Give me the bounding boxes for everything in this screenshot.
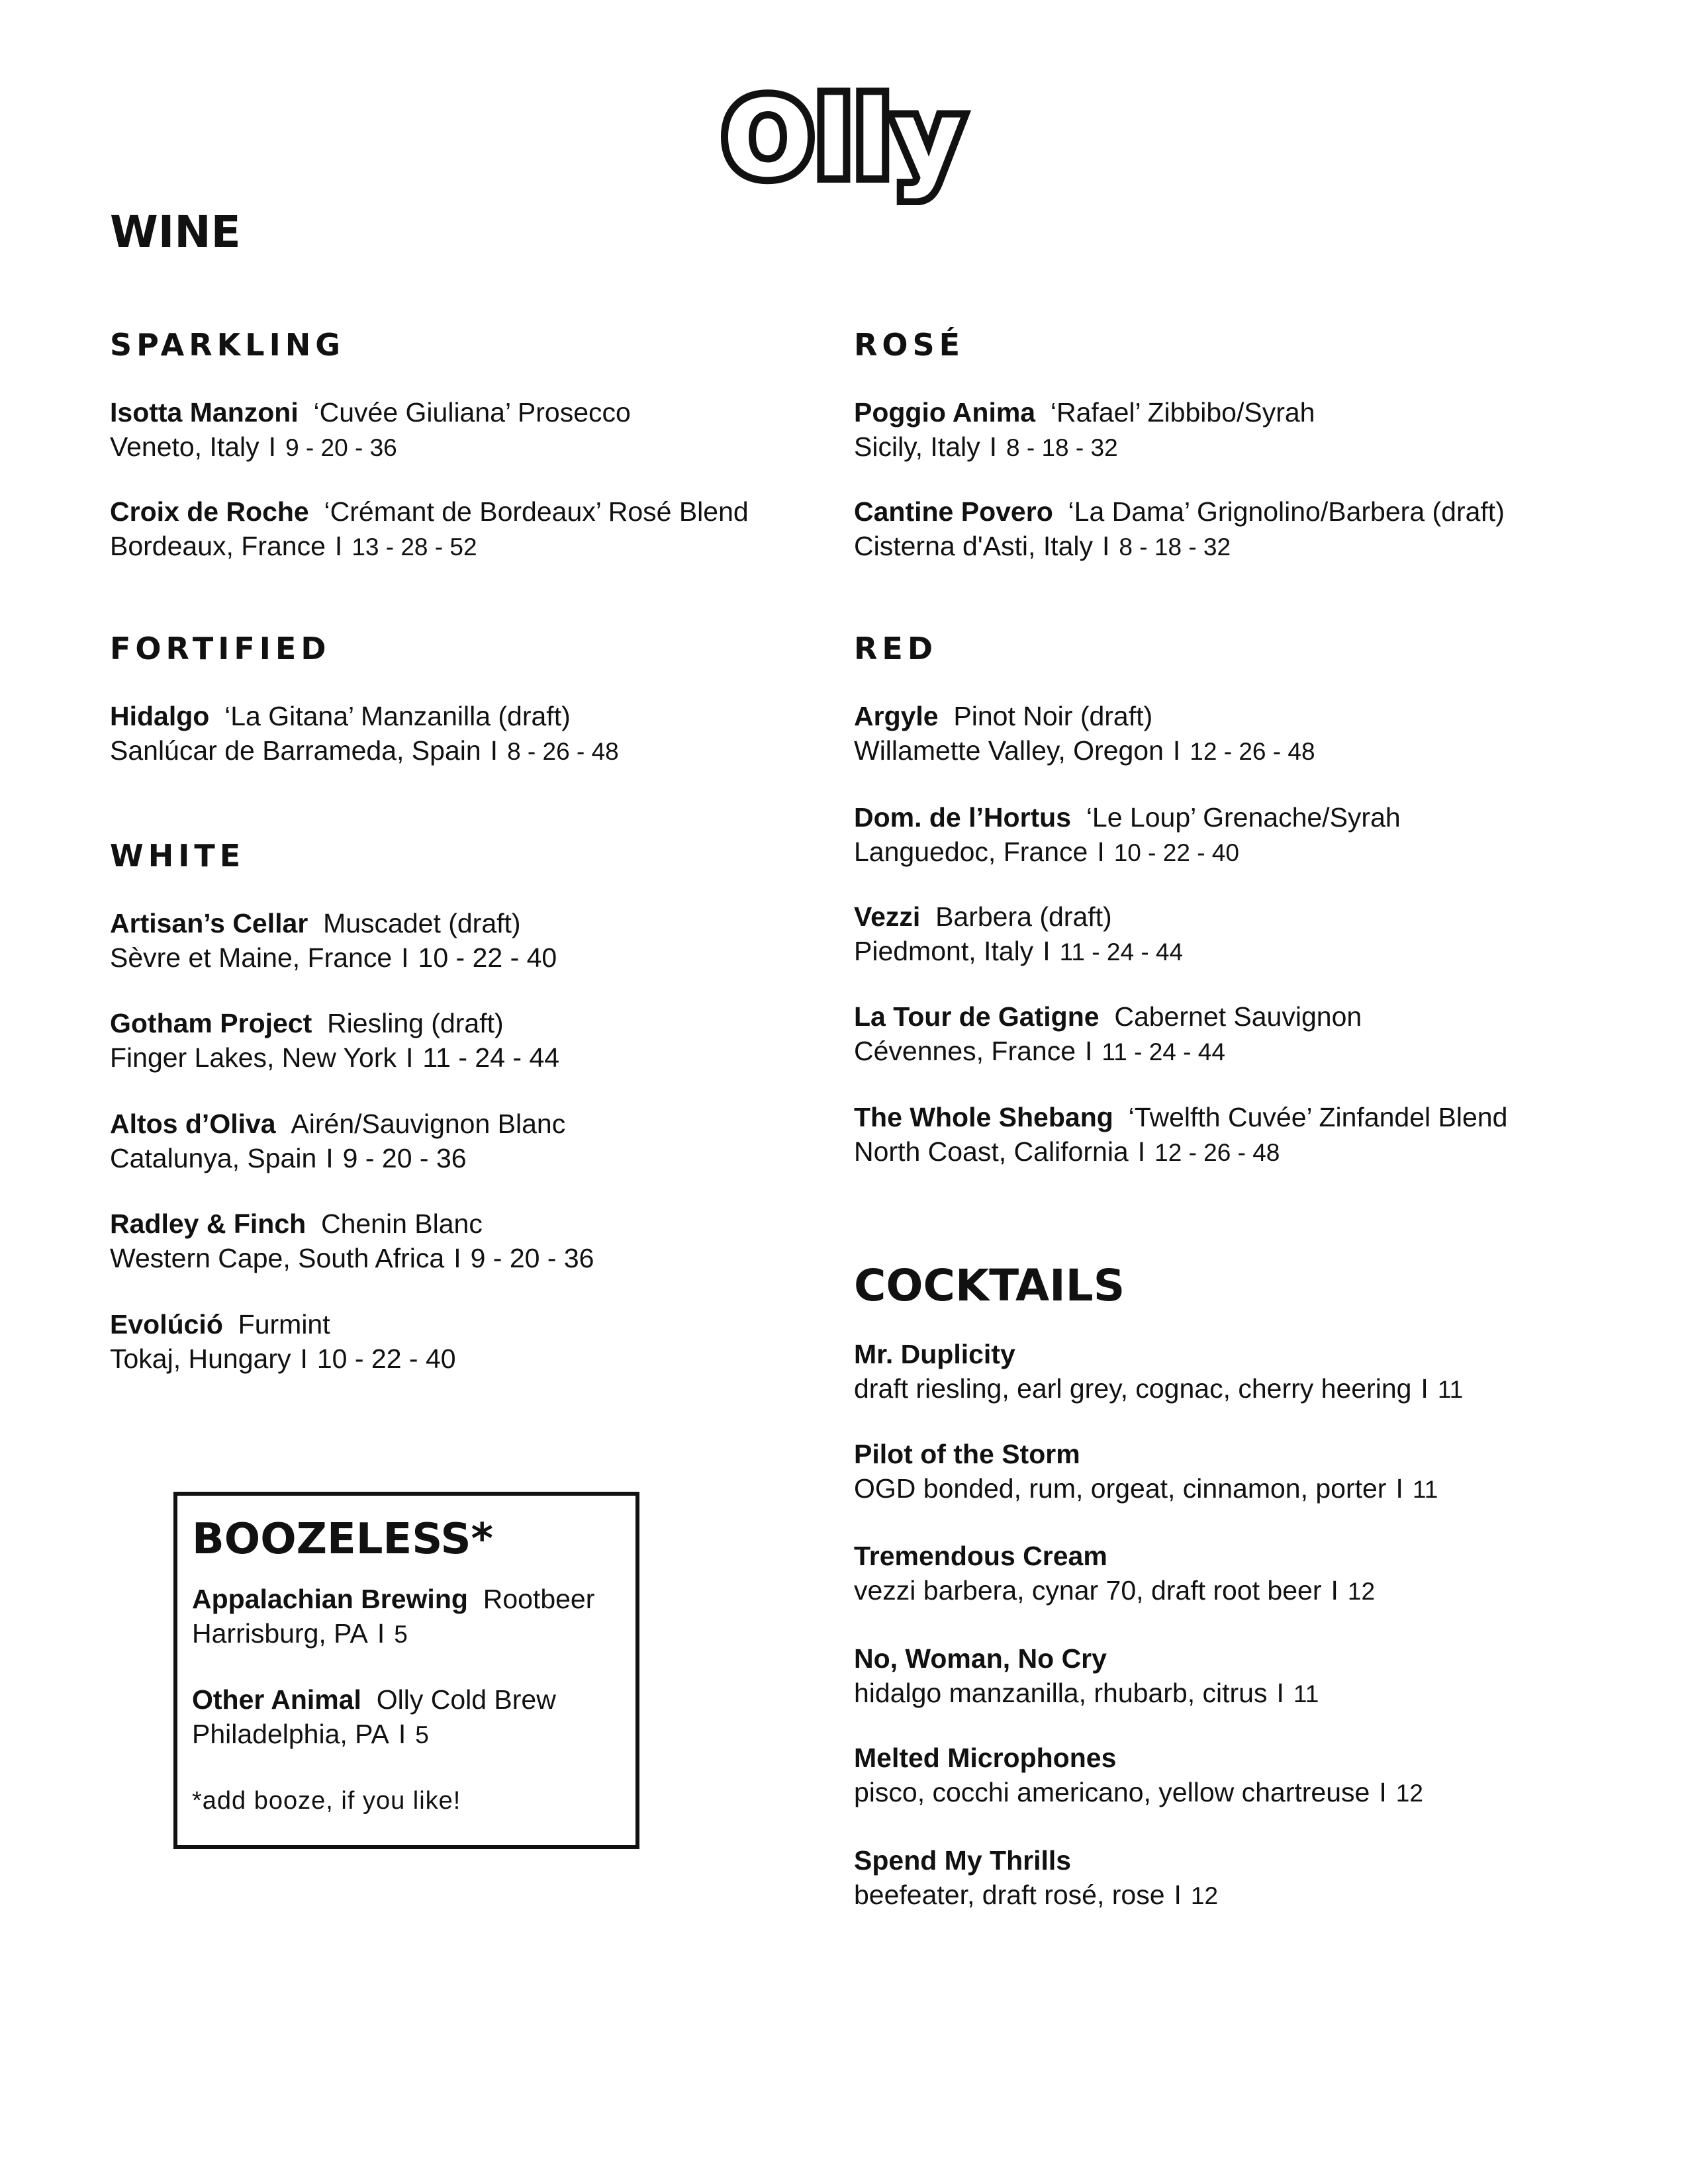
wine-item xyxy=(854,1100,1507,1170)
separator: I xyxy=(1097,837,1105,867)
wine-name: Vezzi xyxy=(854,901,921,932)
wine-desc: Cabernet Sauvignon xyxy=(1114,1001,1362,1032)
wine-desc: Furmint xyxy=(238,1309,330,1340)
wine-price: 8 - 18 - 32 xyxy=(1006,434,1118,461)
wine-heading: WINE xyxy=(110,206,241,257)
cocktail-item xyxy=(854,1741,1423,1811)
cocktail-item xyxy=(854,1843,1218,1913)
boozeless-heading: BOOZELESS* xyxy=(192,1515,493,1564)
cocktail-desc: pisco, cocchi americano, yellow chartreuse xyxy=(854,1777,1370,1807)
wine-desc: Pinot Noir (draft) xyxy=(953,701,1153,731)
separator: I xyxy=(406,1042,414,1073)
wine-name: Radley & Finch xyxy=(110,1208,306,1239)
boozeless-item xyxy=(192,1582,594,1652)
white-title: WHITE xyxy=(110,838,246,874)
drink-origin: Harrisburg, PA xyxy=(192,1618,368,1649)
wine-desc: ‘Crémant de Bordeaux’ Rosé Blend xyxy=(324,496,749,527)
drink-price: 5 xyxy=(394,1621,408,1648)
wine-item xyxy=(110,494,749,565)
separator: I xyxy=(1379,1777,1387,1807)
wine-origin: Cévennes, France xyxy=(854,1036,1076,1066)
wine-price: 9 - 20 - 36 xyxy=(470,1243,594,1273)
drink-price: 5 xyxy=(415,1721,429,1749)
wine-desc: Chenin Blanc xyxy=(320,1208,483,1239)
cocktails-heading: COCKTAILS xyxy=(854,1260,1125,1311)
separator: I xyxy=(490,735,498,766)
wine-price: 10 - 22 - 40 xyxy=(1113,839,1239,866)
drink-desc: Rootbeer xyxy=(483,1584,595,1614)
separator: I xyxy=(989,432,998,462)
cocktail-item xyxy=(854,1337,1463,1407)
wine-name: Poggio Anima xyxy=(854,397,1036,428)
cocktail-price: 12 xyxy=(1395,1780,1423,1807)
logo-text: Olly xyxy=(723,86,965,201)
wine-origin: Willamette Valley, Oregon xyxy=(854,735,1164,766)
separator: I xyxy=(1395,1473,1403,1504)
wine-item xyxy=(854,699,1315,769)
drink-name: Other Animal xyxy=(192,1684,361,1715)
wine-item xyxy=(110,395,631,465)
wine-desc: Riesling (draft) xyxy=(327,1008,504,1038)
boozeless-note: *add booze, if you like! xyxy=(192,1787,461,1815)
wine-price: 11 - 24 - 44 xyxy=(1102,1038,1225,1066)
cocktail-desc: beefeater, draft rosé, rose xyxy=(854,1880,1165,1910)
separator: I xyxy=(1172,735,1181,766)
fortified-title: FORTIFIED xyxy=(110,631,331,666)
cocktail-desc: hidalgo manzanilla, rhubarb, citrus xyxy=(854,1678,1268,1708)
boozeless-box xyxy=(173,1492,639,1849)
separator: I xyxy=(401,942,409,973)
separator: I xyxy=(398,1719,406,1749)
cocktail-name: Pilot of the Storm xyxy=(854,1439,1080,1469)
wine-name: Croix de Roche xyxy=(110,496,309,527)
wine-name: Altos d’Oliva xyxy=(110,1109,276,1139)
separator: I xyxy=(1085,1036,1093,1066)
separator: I xyxy=(334,531,343,561)
wine-origin: Western Cape, South Africa xyxy=(110,1243,445,1273)
boozeless-item xyxy=(192,1682,556,1752)
wine-origin: Sèvre et Maine, France xyxy=(110,942,393,973)
cocktail-desc: draft riesling, earl grey, cognac, cherry heering xyxy=(854,1373,1412,1404)
logo-container xyxy=(0,86,1688,199)
separator: I xyxy=(1174,1880,1182,1910)
cocktail-item xyxy=(854,1539,1375,1609)
cocktail-price: 11 xyxy=(1437,1376,1464,1403)
cocktail-price: 12 xyxy=(1347,1578,1376,1605)
wine-origin: Languedoc, France xyxy=(854,837,1088,867)
cocktail-name: Tremendous Cream xyxy=(854,1541,1107,1571)
wine-item xyxy=(110,1206,594,1275)
wine-origin: Sicily, Italy xyxy=(854,432,980,462)
wine-name: Cantine Povero xyxy=(854,496,1053,527)
wine-item xyxy=(854,999,1362,1069)
wine-origin: North Coast, California xyxy=(854,1136,1129,1167)
wine-desc: ‘Le Loup’ Grenache/Syrah xyxy=(1086,802,1401,833)
separator: I xyxy=(377,1618,385,1649)
olly-logo xyxy=(0,86,1688,205)
cocktail-name: Spend My Thrills xyxy=(854,1845,1072,1876)
separator: I xyxy=(268,432,277,462)
wine-item xyxy=(110,1107,565,1175)
red-title: RED xyxy=(854,631,938,666)
rose-title: ROSÉ xyxy=(854,327,965,363)
wine-origin: Catalunya, Spain xyxy=(110,1143,317,1173)
wine-origin: Cisterna d'Asti, Italy xyxy=(854,531,1094,561)
wine-item xyxy=(854,899,1183,970)
wine-item xyxy=(110,699,619,769)
separator: I xyxy=(326,1143,334,1173)
cocktail-name: No, Woman, No Cry xyxy=(854,1643,1107,1674)
wine-name: Evolúció xyxy=(110,1309,223,1340)
wine-desc: ‘Twelfth Cuvée’ Zinfandel Blend xyxy=(1128,1102,1508,1132)
wine-desc: ‘La Dama’ Grignolino/Barbera (draft) xyxy=(1068,496,1505,527)
cocktail-item xyxy=(854,1641,1319,1711)
cocktail-price: 12 xyxy=(1190,1882,1219,1909)
wine-origin: Bordeaux, France xyxy=(110,531,326,561)
wine-origin: Finger Lakes, New York xyxy=(110,1042,397,1073)
wine-price: 11 - 24 - 44 xyxy=(422,1042,560,1073)
wine-name: Isotta Manzoni xyxy=(110,397,299,428)
wine-item xyxy=(854,494,1505,565)
wine-desc: ‘Rafael’ Zibbibo/Syrah xyxy=(1050,397,1315,428)
wine-price: 9 - 20 - 36 xyxy=(342,1143,467,1173)
wine-origin: Veneto, Italy xyxy=(110,432,259,462)
wine-origin: Tokaj, Hungary xyxy=(110,1343,291,1374)
drink-name: Appalachian Brewing xyxy=(192,1584,468,1614)
wine-price: 8 - 26 - 48 xyxy=(507,738,619,765)
wine-origin: Sanlúcar de Barrameda, Spain xyxy=(110,735,481,766)
separator: I xyxy=(1421,1373,1429,1404)
separator: I xyxy=(300,1343,308,1374)
wine-origin: Piedmont, Italy xyxy=(854,936,1034,966)
cocktail-name: Mr. Duplicity xyxy=(854,1339,1015,1369)
separator: I xyxy=(453,1243,461,1273)
wine-desc: ‘La Gitana’ Manzanilla (draft) xyxy=(224,701,571,731)
separator: I xyxy=(1102,531,1110,561)
wine-name: The Whole Shebang xyxy=(854,1102,1113,1132)
wine-price: 9 - 20 - 36 xyxy=(285,434,397,461)
wine-item xyxy=(854,395,1315,465)
wine-price: 10 - 22 - 40 xyxy=(418,942,557,973)
cocktail-name: Melted Microphones xyxy=(854,1743,1117,1773)
cocktail-price: 11 xyxy=(1293,1680,1319,1707)
cocktail-desc: OGD bonded, rum, orgeat, cinnamon, porter xyxy=(854,1473,1387,1504)
drink-desc: Olly Cold Brew xyxy=(376,1684,556,1715)
separator: I xyxy=(1331,1575,1338,1606)
wine-desc: ‘Cuvée Giuliana’ Prosecco xyxy=(313,397,631,428)
wine-desc: Muscadet (draft) xyxy=(323,908,521,938)
wine-item xyxy=(110,906,557,975)
wine-price: 8 - 18 - 32 xyxy=(1119,533,1231,561)
sparkling-title: SPARKLING xyxy=(110,327,345,363)
wine-name: Artisan’s Cellar xyxy=(110,908,308,938)
separator: I xyxy=(1043,936,1051,966)
cocktail-desc: vezzi barbera, cynar 70, draft root beer xyxy=(854,1575,1322,1606)
drink-origin: Philadelphia, PA xyxy=(192,1719,389,1749)
cocktail-item xyxy=(854,1437,1438,1507)
wine-name: Dom. de l’Hortus xyxy=(854,802,1072,833)
wine-price: 12 - 26 - 48 xyxy=(1154,1139,1280,1166)
separator: I xyxy=(1137,1136,1146,1167)
wine-name: Hidalgo xyxy=(110,701,210,731)
wine-item xyxy=(110,1307,456,1376)
wine-price: 11 - 24 - 44 xyxy=(1059,938,1184,966)
cocktail-price: 11 xyxy=(1412,1476,1438,1503)
wine-item xyxy=(854,800,1401,870)
separator: I xyxy=(1276,1678,1284,1708)
wine-name: Gotham Project xyxy=(110,1008,312,1038)
wine-price: 13 - 28 - 52 xyxy=(352,533,477,561)
wine-desc: Airén/Sauvignon Blanc xyxy=(291,1109,566,1139)
wine-name: Argyle xyxy=(854,701,939,731)
wine-price: 10 - 22 - 40 xyxy=(316,1343,456,1374)
wine-item xyxy=(110,1006,559,1075)
wine-price: 12 - 26 - 48 xyxy=(1190,738,1315,765)
wine-desc: Barbera (draft) xyxy=(935,901,1112,932)
wine-name: La Tour de Gatigne xyxy=(854,1001,1100,1032)
